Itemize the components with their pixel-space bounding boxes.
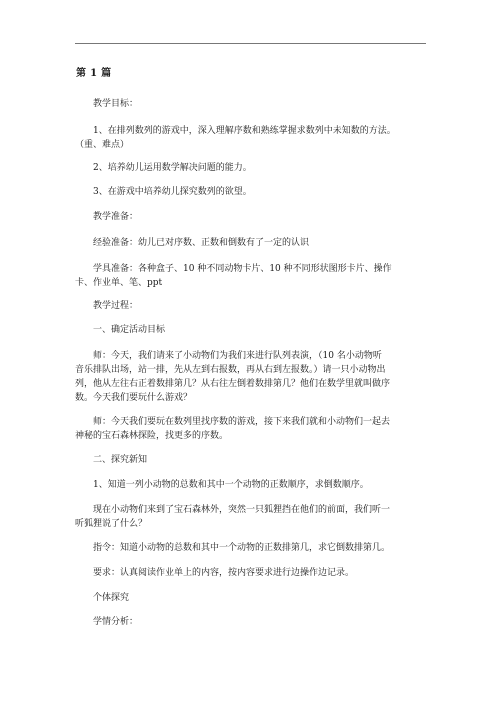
teacher-para-1-line-4: 数。今天我们要玩什么游戏？ — [75, 393, 193, 403]
activity-1: 1、知道一列小动物的总数和其中一个动物的正数顺序，求倒数顺序。 — [93, 480, 369, 490]
story-line-1: 现在小动物们来到了宝石森林外，突然一只狐狸挡在他们的前面，我们听一 — [93, 505, 391, 515]
objective-1-line-2: （重、难点） — [75, 140, 130, 150]
requirement: 要求：认真阅读作业单上的内容，按内容要求进行边操作边记录。 — [93, 568, 355, 578]
teacher-para-2-line-2: 神秘的宝石森林探险，找更多的序数。 — [75, 431, 229, 441]
objective-3: 3、在游戏中培养幼儿探究数列的欲望。 — [93, 187, 252, 197]
process-label: 教学过程： — [93, 301, 139, 311]
objective-2: 2、培养幼儿运用数学解决问题的能力。 — [93, 163, 252, 173]
teacher-para-1-line-3: 列，他从左往右正着数排第几？从右往左倒着数排第几？他们在数学里就叫做序 — [75, 379, 391, 389]
teacher-para-2-line-1: 师：今天我们要玩在数列里找序数的游戏，接下来我们就和小动物们一起去 — [93, 417, 391, 427]
teacher-para-1-line-1: 师：今天，我们请来了小动物们为我们来进行队列表演，（10 名小动物听 — [93, 351, 382, 361]
preparation-label: 教学准备： — [93, 212, 139, 222]
header-rule — [75, 43, 426, 44]
individual-exploration: 个体探究 — [93, 593, 130, 603]
materials-line-2: 卡、作业单、笔、ppt — [75, 278, 163, 288]
objective-1-line-1: 1、在排列数列的游戏中，深入理解序数和熟练掌握求数列中未知数的方法。 — [93, 126, 396, 136]
instruction: 指令：知道小动物的总数和其中一个动物的正数排第几，求它倒数排第几。 — [93, 543, 391, 553]
materials-line-1: 学具准备：各种盒子、10 种不同动物卡片、10 种不同形状图形卡片、操作 — [93, 264, 392, 274]
section-two-title: 二、探究新知 — [93, 455, 148, 465]
story-line-2: 听狐狸说了什么？ — [75, 519, 148, 529]
teacher-para-1-line-2: 音乐排队出场，站一排，先从左到右报数，再从右到左报数。）请一只小动物出 — [75, 365, 386, 375]
learning-analysis: 学情分析： — [93, 617, 139, 627]
section-heading: 第 1 篇 — [76, 68, 112, 79]
section-one-title: 一、确定活动目标 — [93, 325, 166, 335]
experience-preparation: 经验准备：幼儿已对序数、正数和倒数有了一定的认识 — [93, 238, 310, 248]
objectives-label: 教学目标： — [93, 99, 139, 109]
